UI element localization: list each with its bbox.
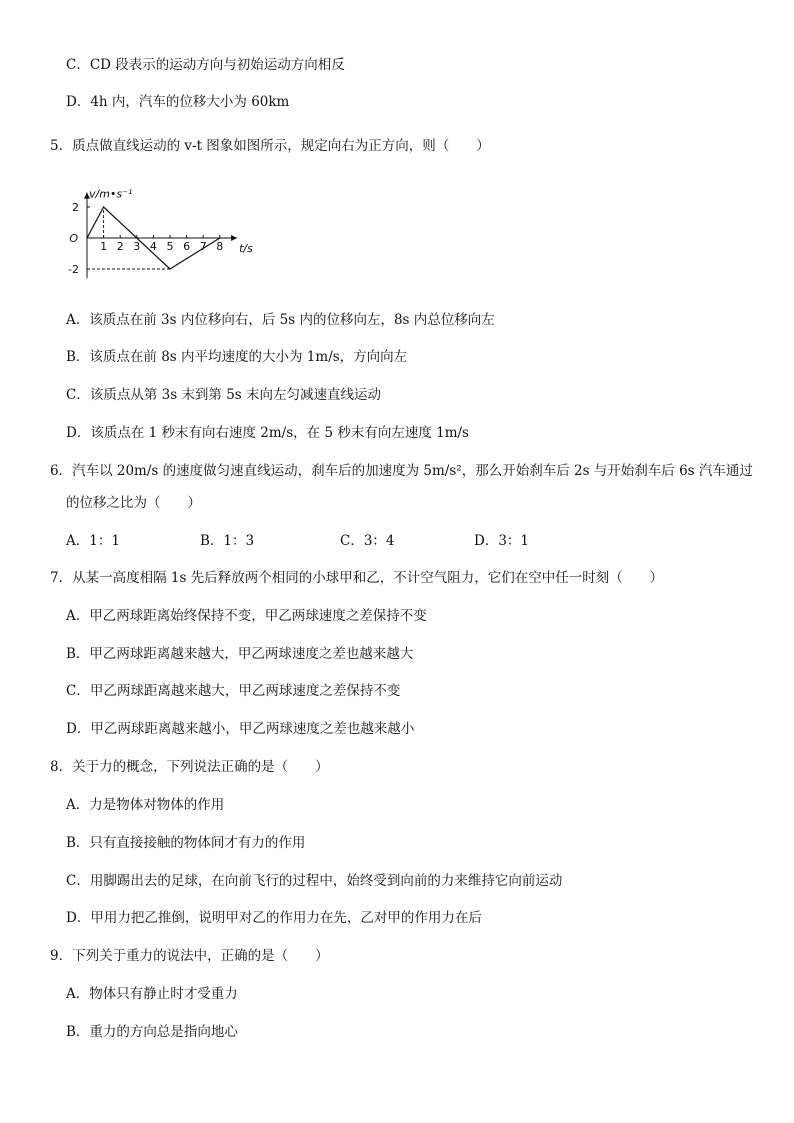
q7-option-a: A．甲乙两球距离始终保持不变，甲乙两球速度之差保持不变 <box>66 608 427 624</box>
q7-option-c: C．甲乙两球距离越来越大，甲乙两球速度之差保持不变 <box>66 683 401 699</box>
q6-option-d: D．3：1 <box>474 533 530 549</box>
q6-stem-line1: 6．汽车以 20m/s 的速度做匀速直线运动，刹车后的加速度为 5m/s²，那么开始刹车后 2s 与开始刹车后 6s 汽车通过 <box>50 463 753 479</box>
y-axis-label: v/m•s⁻¹ <box>89 187 133 201</box>
q5-option-b: B．该质点在前 8s 内平均速度的大小为 1m/s，方向向左 <box>66 349 408 365</box>
q8-option-d: D．甲用力把乙推倒，说明甲对乙的作用力在先，乙对甲的作用力在后 <box>66 910 482 926</box>
q8-option-b: B．只有直接接触的物体间才有力的作用 <box>66 835 306 851</box>
x-tick-label-4: 4 <box>149 240 157 253</box>
q9-stem: 9．下列关于重力的说法中，正确的是（ ） <box>50 948 329 964</box>
q5-stem: 5．质点做直线运动的 v-t 图象如图所示，规定向右为正方向，则（ ） <box>50 138 490 154</box>
q4-option-c: C．CD 段表示的运动方向与初始运动方向相反 <box>66 57 345 73</box>
y-tick-label-0: 2 <box>72 201 79 214</box>
q6-stem-line2: 的位移之比为（ ） <box>66 495 201 511</box>
q8-stem: 8．关于力的概念，下列说法正确的是（ ） <box>50 759 329 775</box>
x-tick-label-6: 6 <box>183 240 191 253</box>
q9-option-a: A．物体只有静止时才受重力 <box>66 986 238 1002</box>
x-tick-label-5: 5 <box>166 240 174 253</box>
q8-option-a: A．力是物体对物体的作用 <box>66 797 225 813</box>
q8-option-c: C．用脚踢出去的足球，在向前飞行的过程中，始终受到向前的力来维持它向前运动 <box>66 873 563 889</box>
x-axis-label: t/s <box>239 242 253 255</box>
q4-option-d: D．4h 内，汽车的位移大小为 60km <box>66 94 290 110</box>
q6-option-b: B．1：3 <box>200 533 255 549</box>
x-tick-label-2: 2 <box>116 240 124 253</box>
q6-option-a: A．1：1 <box>66 533 120 549</box>
origin-label: O <box>69 232 78 245</box>
x-tick-label-7: 7 <box>199 240 207 253</box>
y-tick-label-1: -2 <box>68 263 79 276</box>
q7-stem: 7．从某一高度相隔 1s 先后释放两个相同的小球甲和乙，不计空气阻力，它们在空中任一时刻（ ） <box>50 570 664 586</box>
x-tick-label-1: 1 <box>100 240 108 253</box>
q7-option-b: B．甲乙两球距离越来越大，甲乙两球速度之差也越来越大 <box>66 646 414 662</box>
q9-option-b: B．重力的方向总是指向地心 <box>66 1024 238 1040</box>
x-axis-arrow <box>231 235 237 241</box>
q5-option-d: D．该质点在 1 秒末有向右速度 2m/s，在 5 秒末有向左速度 1m/s <box>66 425 469 441</box>
q6-option-c: C．3：4 <box>340 533 395 549</box>
q5-option-a: A．该质点在前 3s 内位移向右，后 5s 内的位移向左，8s 内总位移向左 <box>66 312 495 328</box>
q7-option-d: D．甲乙两球距离越来越小，甲乙两球速度之差也越来越小 <box>66 721 415 737</box>
q5-option-c: C．该质点从第 3s 末到第 5s 末向左匀减速直线运动 <box>66 387 382 403</box>
x-tick-label-3: 3 <box>133 240 141 253</box>
vt-graph <box>60 176 280 286</box>
x-tick-label-8: 8 <box>216 240 224 253</box>
